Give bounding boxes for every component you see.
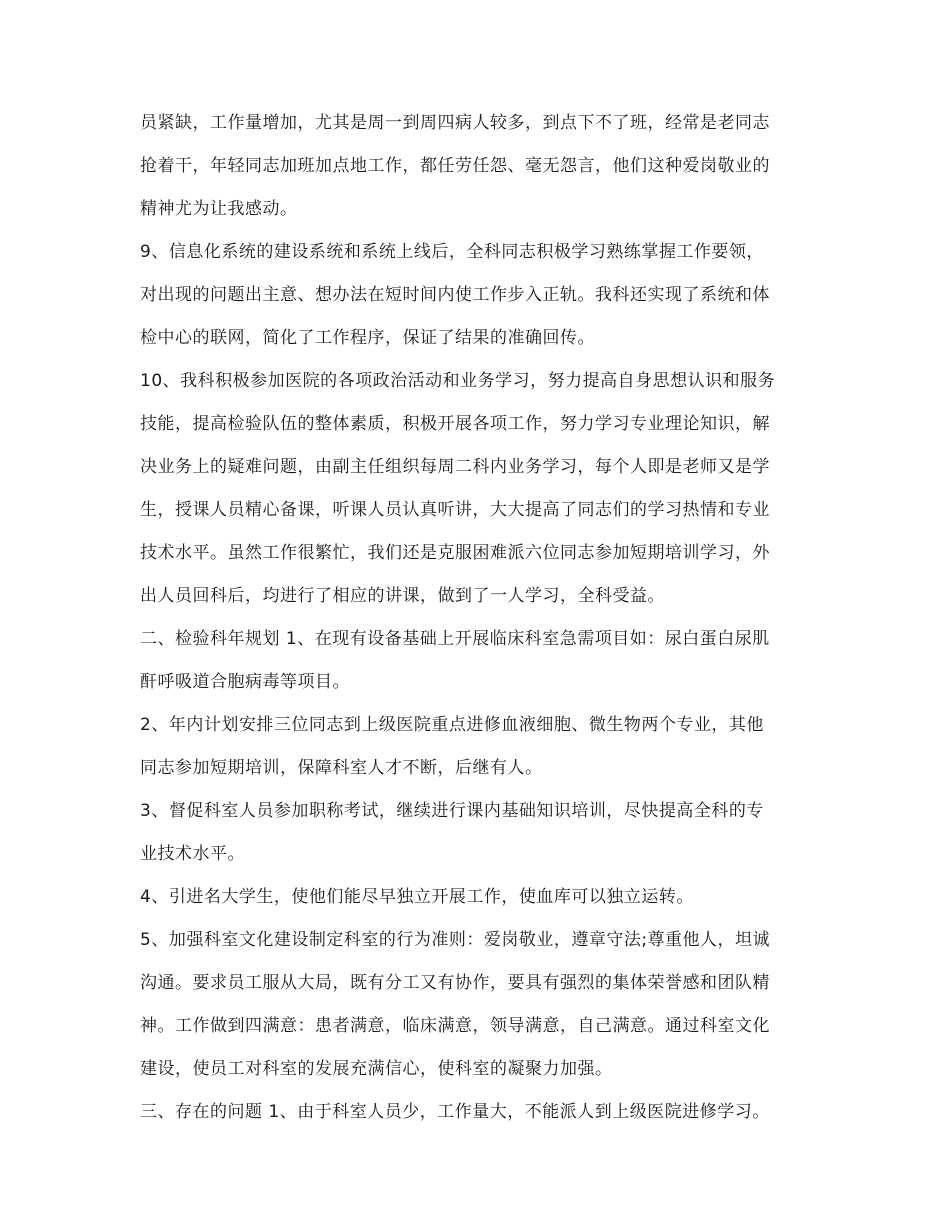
text-line: 同志参加短期培训，保障科室人才不断，后继有人。 xyxy=(140,758,543,778)
text-line: 抢着干，年轻同志加班加点地工作，都任劳任怨、毫无怨言，他们这种爱岗敬业的 xyxy=(140,156,770,176)
text-line: 技能，提高检验队伍的整体素质，积极开展各项工作，努力学习专业理论知识，解 xyxy=(140,414,770,434)
text-line: 员紧缺，工作量增加，尤其是周一到周四病人较多，到点下不了班，经常是老同志 xyxy=(140,113,770,133)
text-line: 技术水平。虽然工作很繁忙，我们还是克服困难派六位同志参加短期培训学习，外 xyxy=(140,543,770,563)
text-line: 9、信息化系统的建设系统和系统上线后，全科同志积极学习熟练掌握工作要领， xyxy=(140,242,764,262)
text-line: 4、引进名大学生，使他们能尽早独立开展工作，使血库可以独立运转。 xyxy=(140,887,694,907)
text-line: 酐呼吸道合胞病毒等项目。 xyxy=(140,672,350,692)
document-body xyxy=(140,102,820,1134)
text-line: 5、加强科室文化建设制定科室的行为准则：爱岗敬业，遵章守法;尊重他人，坦诚 xyxy=(140,930,771,950)
text-line: 生，授课人员精心备课，听课人员认真听讲，大大提高了同志们的学习热情和专业 xyxy=(140,500,770,520)
text-line: 二、检验科年规划 1、在现有设备基础上开展临床科室急需项目如：尿白蛋白尿肌 xyxy=(140,629,770,649)
text-line: 建设，使员工对科室的发展充满信心，使科室的凝聚力加强。 xyxy=(140,1059,613,1079)
text-line: 业技术水平。 xyxy=(140,844,245,864)
text-line: 决业务上的疑难问题，由副主任组织每周二科内业务学习，每个人即是老师又是学 xyxy=(140,457,770,477)
text-line: 三、存在的问题 1、由于科室人员少，工作量大，不能派人到上级医院进修学习。 xyxy=(140,1102,770,1122)
text-line: 10、我科积极参加医院的各项政治活动和业务学习，努力提高自身思想认识和服务 xyxy=(140,371,776,391)
text-line: 沟通。要求员工服从大局，既有分工又有协作，要具有强烈的集体荣誉感和团队精 xyxy=(140,973,770,993)
text-line: 检中心的联网，简化了工作程序，保证了结果的准确回传。 xyxy=(140,328,595,348)
text-line: 神。工作做到四满意：患者满意，临床满意，领导满意，自己满意。通过科室文化 xyxy=(140,1016,770,1036)
text-line: 3、督促科室人员参加职称考试，继续进行课内基础知识培训，尽快提高全科的专 xyxy=(140,801,764,821)
text-line: 出人员回科后，均进行了相应的讲课，做到了一人学习，全科受益。 xyxy=(140,586,665,606)
text-line: 对出现的问题出主意、想办法在短时间内使工作步入正轨。我科还实现了系统和体 xyxy=(140,285,770,305)
text-line: 精神尤为让我感动。 xyxy=(140,199,298,219)
text-line: 2、年内计划安排三位同志到上级医院重点进修血液细胞、微生物两个专业，其他 xyxy=(140,715,764,735)
